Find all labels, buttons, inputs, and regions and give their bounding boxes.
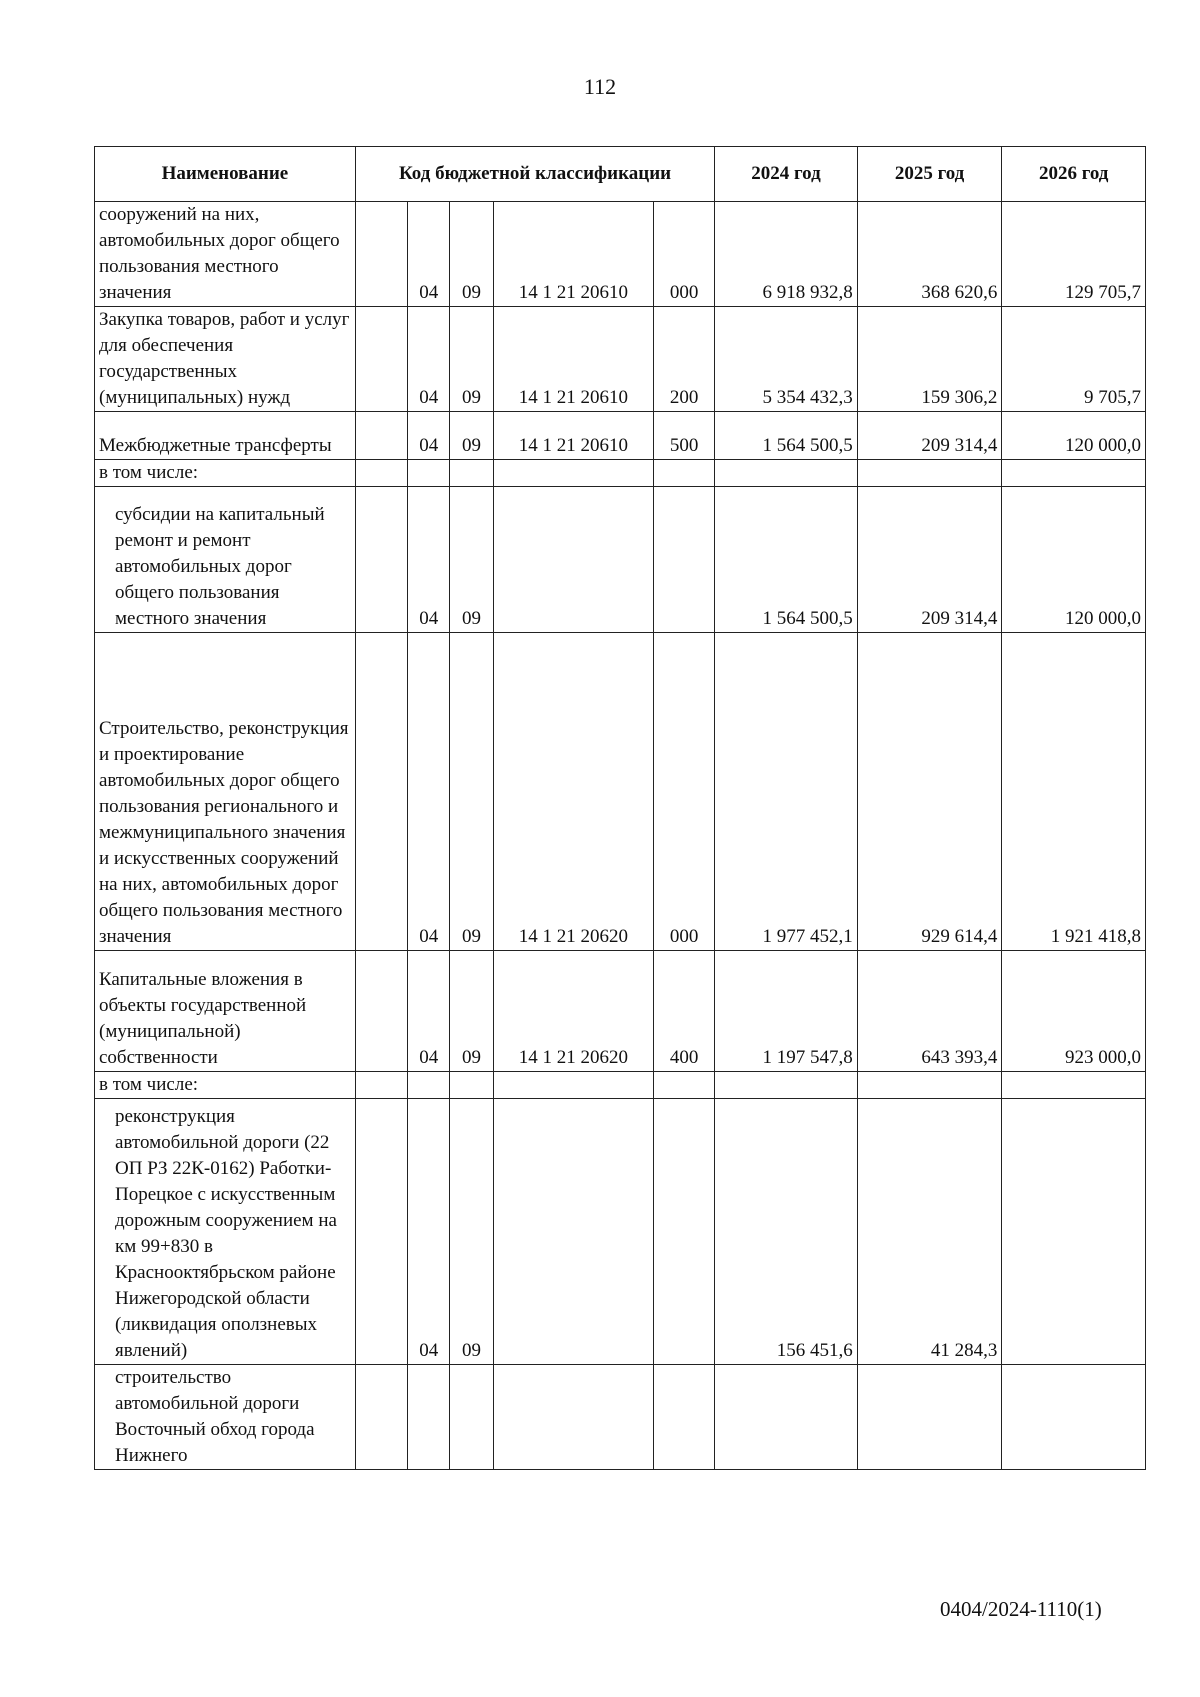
cell-section: 04 [408, 1099, 450, 1365]
cell-expense-type: 000 [653, 202, 714, 307]
header-row [95, 147, 1146, 202]
header-code: Код бюджетной классификации [355, 147, 714, 202]
cell-target-article: 14 1 21 20610 [493, 307, 653, 412]
cell-section: 04 [408, 633, 450, 951]
cell-2025 [857, 460, 1002, 487]
cell-subsection: 09 [450, 951, 494, 1072]
cell-target-article: 14 1 21 20610 [493, 412, 653, 460]
cell-expense-type [653, 460, 714, 487]
cell-code-1 [355, 460, 408, 487]
cell-subsection: 09 [450, 412, 494, 460]
cell-expense-type: 400 [653, 951, 714, 1072]
cell-target-article: 14 1 21 20620 [493, 633, 653, 951]
cell-2025: 209 314,4 [857, 487, 1002, 633]
cell-section [408, 1365, 450, 1470]
cell-name: Межбюджетные трансферты [95, 412, 356, 460]
cell-section: 04 [408, 202, 450, 307]
cell-2026 [1002, 1365, 1146, 1470]
table-row [95, 487, 1146, 633]
budget-table [94, 146, 1146, 1470]
cell-section [408, 1072, 450, 1099]
cell-2025 [857, 1365, 1002, 1470]
table-row [95, 412, 1146, 460]
cell-name: в том числе: [95, 1072, 356, 1099]
cell-code-1 [355, 202, 408, 307]
cell-expense-type: 500 [653, 412, 714, 460]
cell-name: Закупка товаров, работ и услуг для обеспечения государственных (муниципальных) нужд [95, 307, 356, 412]
cell-2026: 923 000,0 [1002, 951, 1146, 1072]
cell-2024: 1 977 452,1 [715, 633, 857, 951]
header-2024: 2024 год [715, 147, 857, 202]
page-number: 112 [583, 74, 617, 99]
table-row [95, 307, 1146, 412]
cell-subsection [450, 1072, 494, 1099]
cell-section [408, 460, 450, 487]
cell-subsection: 09 [450, 633, 494, 951]
cell-code-1 [355, 487, 408, 633]
cell-subsection: 09 [450, 307, 494, 412]
cell-2026 [1002, 1072, 1146, 1099]
cell-2026: 129 705,7 [1002, 202, 1146, 307]
cell-2025: 643 393,4 [857, 951, 1002, 1072]
cell-2025: 41 284,3 [857, 1099, 1002, 1365]
cell-2026: 120 000,0 [1002, 412, 1146, 460]
cell-target-article: 14 1 21 20620 [493, 951, 653, 1072]
cell-name: субсидии на капитальный ремонт и ремонт автомобильных дорог общего пользования местного значения [95, 487, 356, 633]
cell-expense-type: 000 [653, 633, 714, 951]
cell-2024: 1 197 547,8 [715, 951, 857, 1072]
cell-code-1 [355, 1365, 408, 1470]
cell-subsection: 09 [450, 1099, 494, 1365]
table-row [95, 951, 1146, 1072]
cell-subsection [450, 460, 494, 487]
cell-expense-type [653, 1365, 714, 1470]
cell-target-article [493, 1072, 653, 1099]
cell-section: 04 [408, 951, 450, 1072]
cell-target-article: 14 1 21 20610 [493, 202, 653, 307]
cell-subsection: 09 [450, 487, 494, 633]
table-row [95, 1365, 1146, 1470]
cell-2024: 156 451,6 [715, 1099, 857, 1365]
cell-2024 [715, 1365, 857, 1470]
cell-expense-type [653, 1099, 714, 1365]
cell-code-1 [355, 412, 408, 460]
table-row [95, 1072, 1146, 1099]
cell-2024: 5 354 432,3 [715, 307, 857, 412]
table-row [95, 1099, 1146, 1365]
cell-expense-type [653, 1072, 714, 1099]
cell-target-article [493, 1365, 653, 1470]
cell-2025: 929 614,4 [857, 633, 1002, 951]
cell-2025: 159 306,2 [857, 307, 1002, 412]
cell-2025: 209 314,4 [857, 412, 1002, 460]
cell-subsection [450, 1365, 494, 1470]
document-code: 0404/2024-1110(1) [940, 1597, 1102, 1621]
cell-2024: 6 918 932,8 [715, 202, 857, 307]
cell-code-1 [355, 633, 408, 951]
cell-target-article [493, 460, 653, 487]
cell-2024: 1 564 500,5 [715, 412, 857, 460]
cell-target-article [493, 487, 653, 633]
cell-section: 04 [408, 487, 450, 633]
cell-name: в том числе: [95, 460, 356, 487]
cell-name: строительство автомобильной дороги Восточный обход города Нижнего [95, 1365, 356, 1470]
header-name: Наименование [95, 147, 356, 202]
cell-name: сооружений на них, автомобильных дорог общего пользования местного значения [95, 202, 356, 307]
header-2026: 2026 год [1002, 147, 1146, 202]
cell-target-article [493, 1099, 653, 1365]
cell-expense-type: 200 [653, 307, 714, 412]
cell-2026 [1002, 1099, 1146, 1365]
cell-2025: 368 620,6 [857, 202, 1002, 307]
cell-subsection: 09 [450, 202, 494, 307]
cell-section: 04 [408, 412, 450, 460]
cell-name: Строительство, реконструкция и проектирование автомобильных дорог общего пользования регионального и межмуниципального значения и искусственных сооружений на них, автомобильных дорог общего пользования местного значения [95, 633, 356, 951]
cell-expense-type [653, 487, 714, 633]
cell-code-1 [355, 307, 408, 412]
cell-2026: 9 705,7 [1002, 307, 1146, 412]
cell-2024: 1 564 500,5 [715, 487, 857, 633]
cell-2025 [857, 1072, 1002, 1099]
cell-code-1 [355, 1072, 408, 1099]
cell-2024 [715, 1072, 857, 1099]
cell-section: 04 [408, 307, 450, 412]
cell-2024 [715, 460, 857, 487]
header-2025: 2025 год [857, 147, 1002, 202]
table-row [95, 633, 1146, 951]
table-row [95, 460, 1146, 487]
cell-2026 [1002, 460, 1146, 487]
cell-code-1 [355, 1099, 408, 1365]
cell-name: реконструкция автомобильной дороги (22 ОП РЗ 22К-0162) Работки-Порецкое с искусственным дорожным сооружением на км 99+830 в Краснооктябрьском районе Нижегородской области (ликвидация оползневых явлений) [95, 1099, 356, 1365]
table-row [95, 202, 1146, 307]
cell-2026: 120 000,0 [1002, 487, 1146, 633]
cell-2026: 1 921 418,8 [1002, 633, 1146, 951]
cell-code-1 [355, 951, 408, 1072]
table-body [95, 202, 1146, 1470]
cell-name: Капитальные вложения в объекты государственной (муниципальной) собственности [95, 951, 356, 1072]
